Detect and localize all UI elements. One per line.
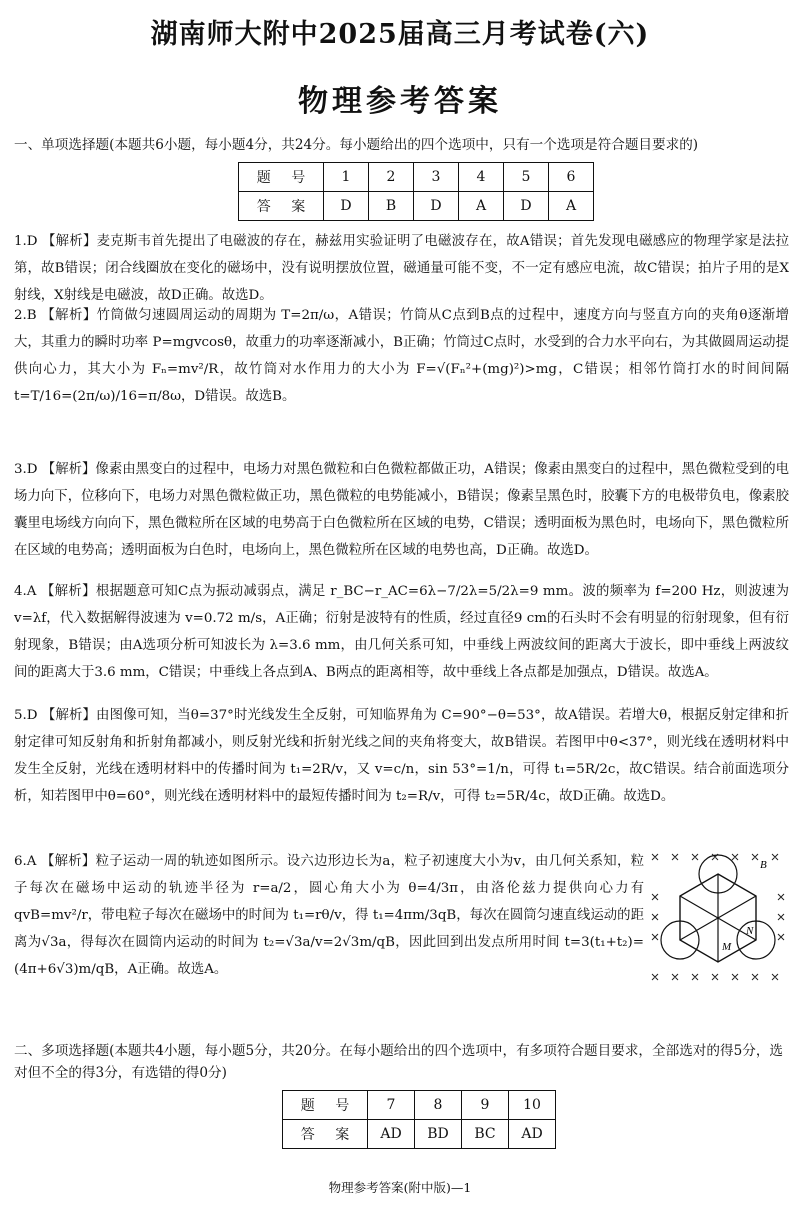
answer-cell: D [324, 192, 369, 221]
table-row [283, 1091, 556, 1120]
exam-title: 湖南师大附中2025届高三月考试卷(六) [150, 19, 650, 50]
table-row [239, 192, 594, 221]
solution-item-3: 3.D 【解析】像素由黑变白的过程中，电场力对黑色微粒和白色微粒都做正功，A错误；像素由黑变白的过程中，黑色微粒受到的电场力向下，位移向下，电场力对黑色微粒做正功，黑色微粒的电势能减小，B错误；像素呈黑色时，胶囊下方的电极带负电，像素胶囊里电场线方向向下，黑色微粒所在区域的电势高于白色微粒所在区域的电势，C错误；透明面板为黑色时，电场向下，黑色微粒所在区域的电势高；透明面板为白色时，电场向上，黑色微粒所在区域的电势也高，D正确。故选D。 [14, 462, 789, 558]
page-footer: 物理参考答案(附中版)—1 [328, 1180, 472, 1195]
solution-item-1: 1.D 【解析】麦克斯韦首先提出了电磁波的存在，赫兹用实验证明了电磁波存在，故A错误；首先发现电磁感应的物理学家是法拉第，故B错误；闭合线圈放在变化的磁场中，没有说明摆放位置，磁通量可能不变，不一定有感应电流，故C错误；拍片子用的是X射线，X射线是电磁波，故D正确。故选D。 [14, 234, 789, 303]
question-number: 10 [509, 1091, 556, 1120]
answer-cell: AD [368, 1120, 415, 1149]
section1-answer-table [238, 162, 594, 221]
question-number: 5 [504, 163, 549, 192]
answer-cell: B [369, 192, 414, 221]
question-number: 6 [549, 163, 594, 192]
answer-cell: D [504, 192, 549, 221]
question-number: 4 [459, 163, 504, 192]
table-row [239, 163, 594, 192]
solution-item-4: 4.A 【解析】根据题意可知C点为振动减弱点，满足 r_BC−r_AC=6λ−7/2λ=5/2λ=9 mm。波的频率为 f=200 Hz，则波速为 v=λf，代入数据解得波速为 v=0.72 m/s，A正确；衍射是波特有的性质，经过直径9 cm的石头时不会有明显的衍射现象，但有衍射现象，B错误；由A选项分析可知波长为 λ=3.6 mm，由几何关系可知，中垂线上两波纹间的距离大于波长，即中垂线上两波纹间的距离大于3.6 mm，C错误；中垂线上各点到A、B两点的距离相等，故中垂线上各点都是加强点，D错误。故选A。 [14, 584, 789, 680]
question-number: 9 [462, 1091, 509, 1120]
solution-item-5: 5.D 【解析】由图像可知，当θ=37°时光线发生全反射，可知临界角为 C=90°−θ=53°，故A错误。若增大θ，根据反射定律和折射定律可知反射角和折射角都减小，则反射光线和折射光线之间的夹角将变大，故B错误。若图甲中θ<37°，则光线在透明材料中发生全反射，光线在透明材料中的传播时间为 t₁=2R/v，又 v=c/n，sin 53°=1/n，可得 t₁=5R/2c，故C错误。结合前面选项分析，知若图甲中θ=60°，则光线在透明材料中的最短传播时间为 t₂=R/v，可得 t₂=5R/4c，故D正确。故选D。 [14, 708, 789, 804]
answer-cell: AD [509, 1120, 556, 1149]
row-label-question: 题 号 [239, 163, 324, 192]
trajectory-arcs [661, 855, 775, 962]
question-number: 8 [415, 1091, 462, 1120]
answer-cell: A [549, 192, 594, 221]
section1-heading: 一、单项选择题(本题共6小题，每小题4分，共24分。每小题给出的四个选项中，只有一个选项是符合题目要求的) [14, 137, 699, 153]
row-label-answer: 答 案 [239, 192, 324, 221]
question-number: 1 [324, 163, 369, 192]
table-row [283, 1120, 556, 1149]
particle-trajectory-figure [648, 848, 788, 988]
label-n: N [746, 925, 754, 937]
answer-cell: D [414, 192, 459, 221]
question-number: 7 [368, 1091, 415, 1120]
question-number: 2 [369, 163, 414, 192]
row-label-question: 题 号 [283, 1091, 368, 1120]
label-b: B [760, 859, 767, 871]
answer-cell: BD [415, 1120, 462, 1149]
section2-answer-table [282, 1090, 556, 1149]
solution-item-6: 6.A 【解析】粒子运动一周的轨迹如图所示。设六边形边长为a，粒子初速度大小为v，由几何关系知，粒子每次在磁场中运动的轨迹半径为 r=a/2，圆心角大小为 θ=4/3π，由洛伦兹力提供向心力有 qvB=mv²/r，带电粒子每次在磁场中的时间为 t₁=rθ/v，得 t₁=4πm/3qB，每次在圆筒匀速直线运动的距离为√3a，得每次在圆筒内运动的时间为 t₂=√3a/v=2√3m/qB，因此回到出发点所用时间 t=3(t₁+t₂)=(4π+6√3)m/qB，A正确。故选A。 [14, 854, 644, 977]
answer-key-title: 物理参考答案 [298, 84, 502, 119]
answer-cell: A [459, 192, 504, 221]
solution-item-2: 2.B 【解析】竹筒做匀速圆周运动的周期为 T=2π/ω，A错误；竹筒从C点到B点的过程中，速度方向与竖直方向的夹角θ逐渐增大，其重力的瞬时功率 P=mgvcosθ，故重力的功率逐渐减小，B正确；竹筒过C点时，水受到的合力水平向右，为其做圆周运动提供向心力，其大小为 Fₙ=mv²/R，故竹筒对水作用力的大小为 F=√(Fₙ²+(mg)²)>mg，C错误；相邻竹筒打水的时间间隔 t=T/16=(2π/ω)/16=π/8ω，D错误。故选B。 [14, 308, 789, 404]
answer-cell: BC [462, 1120, 509, 1149]
question-number: 3 [414, 163, 459, 192]
row-label-answer: 答 案 [283, 1120, 368, 1149]
label-m: M [722, 941, 732, 953]
section2-heading: 二、多项选择题(本题共4小题，每小题5分，共20分。在每小题给出的四个选项中，有多项符合题目要求，全部选对的得5分，选对但不全的得3分，有选错的得0分) [14, 1043, 784, 1081]
